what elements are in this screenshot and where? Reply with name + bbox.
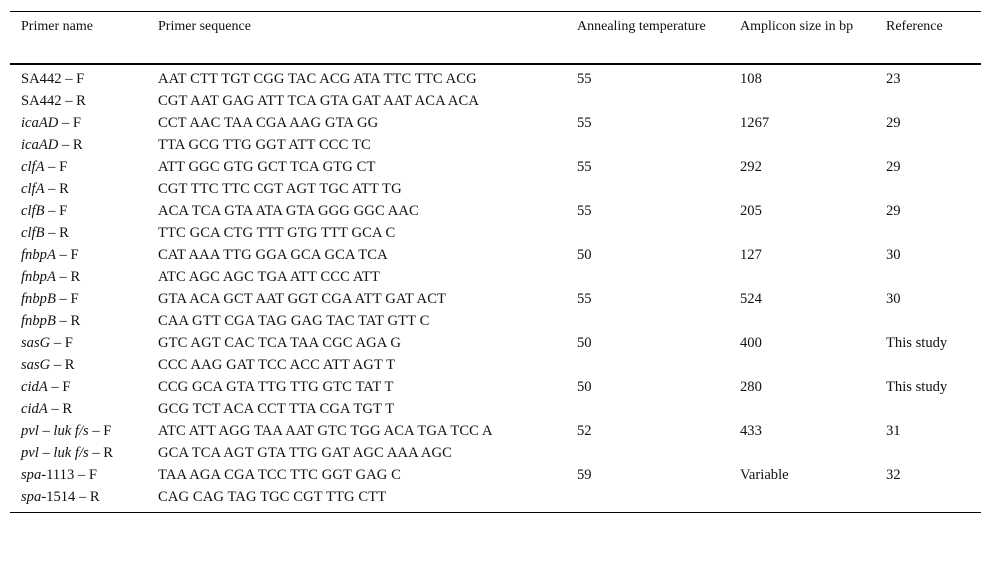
- primer-name-cell: [10, 464, 158, 486]
- reference-cell: [886, 178, 981, 200]
- amplicon-size-cell: [740, 90, 886, 112]
- primer-sequence-cell: GTC AGT CAC TCA TAA CGC AGA G: [158, 334, 401, 351]
- primer-sequence-cell: GCA TCA AGT GTA TTG GAT AGC AAA AGC: [158, 444, 452, 461]
- table-row: [10, 134, 981, 156]
- primer-direction: – R: [88, 444, 114, 461]
- annealing-temperature-cell: [577, 310, 740, 332]
- amplicon-size-cell: 292: [740, 158, 762, 175]
- primer-table: [10, 11, 981, 513]
- gene-name: fnbpB: [21, 290, 56, 307]
- gene-name: fnbpA: [21, 246, 56, 263]
- amplicon-size-cell: [740, 310, 886, 332]
- table-row: [10, 222, 981, 244]
- primer-direction: – F: [47, 378, 71, 395]
- gene-name: sasG: [21, 334, 51, 351]
- primer-sequence-cell: GTA ACA GCT AAT GGT CGA ATT GAT ACT: [158, 290, 447, 307]
- primer-sequence-cell: CGT AAT GAG ATT TCA GTA GAT AAT ACA ACA: [158, 92, 480, 109]
- primer-name-cell: [10, 156, 158, 178]
- primer-sequence-cell: CCC AAG GAT TCC ACC ATT AGT T: [158, 356, 396, 373]
- table-row: [10, 64, 981, 90]
- primer-sequence-cell: AAT CTT TGT CGG TAC ACG ATA TTC TTC ACG: [158, 70, 477, 87]
- primer-name-cell: [10, 134, 158, 156]
- annealing-temperature-cell: 52: [577, 422, 592, 439]
- primer-sequence-cell: ATT GGC GTG GCT TCA GTG CT: [158, 158, 376, 175]
- primer-name-cell: [10, 222, 158, 244]
- primer-sequence-cell: ATC ATT AGG TAA AAT GTC TGG ACA TGA TCC A: [158, 422, 493, 439]
- primer-sequence-cell: CCG GCA GTA TTG TTG GTC TAT T: [158, 378, 394, 395]
- header-amplicon-size: Amplicon size in bp: [740, 12, 886, 64]
- annealing-temperature-cell: 59: [577, 466, 592, 483]
- amplicon-size-cell: [740, 134, 886, 156]
- annealing-temperature-cell: [577, 486, 740, 513]
- annealing-temperature-cell: [577, 178, 740, 200]
- reference-cell: 23: [886, 70, 901, 87]
- annealing-temperature-cell: 50: [577, 378, 592, 395]
- primer-direction: – F: [88, 422, 112, 439]
- header-primer-sequence: Primer sequence: [158, 12, 577, 64]
- table-header-row: [10, 12, 981, 64]
- primer-sequence-cell: GCG TCT ACA CCT TTA CGA TGT T: [158, 400, 395, 417]
- table-row: [10, 486, 981, 513]
- annealing-temperature-cell: 55: [577, 70, 592, 87]
- annealing-temperature-cell: 55: [577, 114, 592, 131]
- amplicon-size-cell: 280: [740, 378, 762, 395]
- amplicon-size-cell: 1267: [740, 114, 770, 131]
- amplicon-size-cell: [740, 486, 886, 513]
- primer-sequence-cell: CAG CAG TAG TGC CGT TTG CTT: [158, 486, 577, 513]
- primer-name-cell: [10, 398, 158, 420]
- table-row: [10, 420, 981, 442]
- primer-sequence-cell: CAA GTT CGA TAG GAG TAC TAT GTT C: [158, 312, 430, 329]
- gene-name: pvl – luk f/s: [21, 444, 89, 461]
- primer-name-cell: [10, 486, 158, 513]
- gene-name: clfA: [21, 180, 45, 197]
- reference-cell: 30: [886, 246, 901, 263]
- primer-direction: SA442 – R: [21, 92, 86, 109]
- table-row: [10, 178, 981, 200]
- annealing-temperature-cell: 55: [577, 290, 592, 307]
- primer-direction: SA442 – F: [21, 70, 85, 87]
- primer-direction: -1514 – R: [41, 488, 100, 505]
- gene-name: icaAD: [21, 136, 59, 153]
- annealing-temperature-cell: [577, 354, 740, 376]
- primer-name-cell: [10, 244, 158, 266]
- reference-cell: 30: [886, 290, 901, 307]
- primer-sequence-cell: ACA TCA GTA ATA GTA GGG GGC AAC: [158, 202, 419, 219]
- primer-direction: – F: [58, 114, 82, 131]
- amplicon-size-cell: Variable: [740, 466, 789, 483]
- primer-sequence-cell: CCT AAC TAA CGA AAG GTA GG: [158, 114, 379, 131]
- primer-direction: – F: [55, 290, 79, 307]
- amplicon-size-cell: [740, 178, 886, 200]
- primer-name-cell: [10, 288, 158, 310]
- table-body: [10, 64, 981, 513]
- table-row: [10, 112, 981, 134]
- primer-name-cell: [10, 354, 158, 376]
- primer-name-cell: [10, 112, 158, 134]
- primer-name-cell: [10, 200, 158, 222]
- reference-cell: [886, 442, 981, 464]
- amplicon-size-cell: 433: [740, 422, 762, 439]
- primer-direction: -1113 – F: [41, 466, 97, 483]
- reference-cell: [886, 398, 981, 420]
- gene-name: clfB: [21, 224, 45, 241]
- gene-name: fnbpB: [21, 312, 56, 329]
- table-row: [10, 332, 981, 354]
- primer-name-cell: [10, 420, 158, 442]
- primer-name-cell: [10, 332, 158, 354]
- annealing-temperature-cell: [577, 90, 740, 112]
- reference-cell: This study: [886, 334, 948, 351]
- annealing-temperature-cell: [577, 134, 740, 156]
- gene-name: clfB: [21, 202, 45, 219]
- annealing-temperature-cell: [577, 266, 740, 288]
- annealing-temperature-cell: 55: [577, 158, 592, 175]
- gene-name: spa: [21, 488, 42, 505]
- amplicon-size-cell: 400: [740, 334, 762, 351]
- table-row: [10, 90, 981, 112]
- primer-direction: – F: [55, 246, 79, 263]
- primer-sequence-cell: TTA GCG TTG GGT ATT CCC TC: [158, 136, 371, 153]
- reference-cell: [886, 134, 981, 156]
- primer-sequence-cell: TAA AGA CGA TCC TTC GGT GAG C: [158, 466, 401, 483]
- header-annealing-temperature: Annealing temperature: [577, 12, 740, 64]
- primer-name-cell: [10, 178, 158, 200]
- gene-name: sasG: [21, 356, 51, 373]
- table-row: [10, 464, 981, 486]
- primer-name-cell: [10, 376, 158, 398]
- primer-sequence-cell: CAT AAA TTG GGA GCA GCA TCA: [158, 246, 388, 263]
- annealing-temperature-cell: 55: [577, 202, 592, 219]
- primer-sequence-cell: CGT TTC TTC CGT AGT TGC ATT TG: [158, 180, 402, 197]
- primer-name-cell: [10, 310, 158, 332]
- annealing-temperature-cell: [577, 398, 740, 420]
- reference-cell: [886, 90, 981, 112]
- primer-direction: – F: [44, 202, 68, 219]
- gene-name: clfA: [21, 158, 45, 175]
- primer-direction: – F: [44, 158, 68, 175]
- primer-name-cell: [10, 266, 158, 288]
- amplicon-size-cell: [740, 398, 886, 420]
- gene-name: pvl – luk f/s: [21, 422, 89, 439]
- reference-cell: 31: [886, 422, 901, 439]
- amplicon-size-cell: 524: [740, 290, 762, 307]
- amplicon-size-cell: 205: [740, 202, 762, 219]
- gene-name: cidA: [21, 378, 48, 395]
- primer-direction: – R: [50, 356, 75, 373]
- primer-sequence-cell: TTC GCA CTG TTT GTG TTT GCA C: [158, 224, 396, 241]
- amplicon-size-cell: [740, 266, 886, 288]
- primer-name-cell: [10, 64, 158, 90]
- amplicon-size-cell: [740, 442, 886, 464]
- table-row: [10, 354, 981, 376]
- gene-name: spa: [21, 466, 42, 483]
- reference-cell: [886, 486, 981, 513]
- table-row: [10, 398, 981, 420]
- header-primer-name: Primer name: [10, 12, 158, 64]
- reference-cell: [886, 222, 981, 244]
- reference-cell: [886, 354, 981, 376]
- primer-direction: – R: [58, 136, 83, 153]
- gene-name: icaAD: [21, 114, 59, 131]
- reference-cell: 29: [886, 114, 901, 131]
- primer-direction: – R: [47, 400, 73, 417]
- table-row: [10, 376, 981, 398]
- gene-name: cidA: [21, 400, 48, 417]
- primer-direction: – F: [50, 334, 73, 351]
- reference-cell: 29: [886, 158, 901, 175]
- primer-name-cell: [10, 442, 158, 464]
- primer-direction: – R: [44, 224, 69, 241]
- table-row: [10, 156, 981, 178]
- reference-cell: This study: [886, 378, 948, 395]
- primer-direction: – R: [55, 268, 81, 285]
- amplicon-size-cell: 108: [740, 70, 762, 87]
- table-row: [10, 288, 981, 310]
- amplicon-size-cell: [740, 354, 886, 376]
- table-row: [10, 310, 981, 332]
- primer-direction: – R: [44, 180, 69, 197]
- annealing-temperature-cell: [577, 222, 740, 244]
- table-row: [10, 266, 981, 288]
- gene-name: fnbpA: [21, 268, 56, 285]
- header-reference: Reference: [886, 12, 981, 64]
- table-row: [10, 244, 981, 266]
- annealing-temperature-cell: 50: [577, 246, 592, 263]
- reference-cell: [886, 266, 981, 288]
- annealing-temperature-cell: [577, 442, 740, 464]
- table-row: [10, 200, 981, 222]
- table-row: [10, 442, 981, 464]
- primer-name-cell: [10, 90, 158, 112]
- primer-sequence-cell: ATC AGC AGC TGA ATT CCC ATT: [158, 268, 380, 285]
- reference-cell: 32: [886, 466, 901, 483]
- annealing-temperature-cell: 50: [577, 334, 592, 351]
- amplicon-size-cell: 127: [740, 246, 762, 263]
- reference-cell: 29: [886, 202, 901, 219]
- primer-direction: – R: [55, 312, 81, 329]
- reference-cell: [886, 310, 981, 332]
- amplicon-size-cell: [740, 222, 886, 244]
